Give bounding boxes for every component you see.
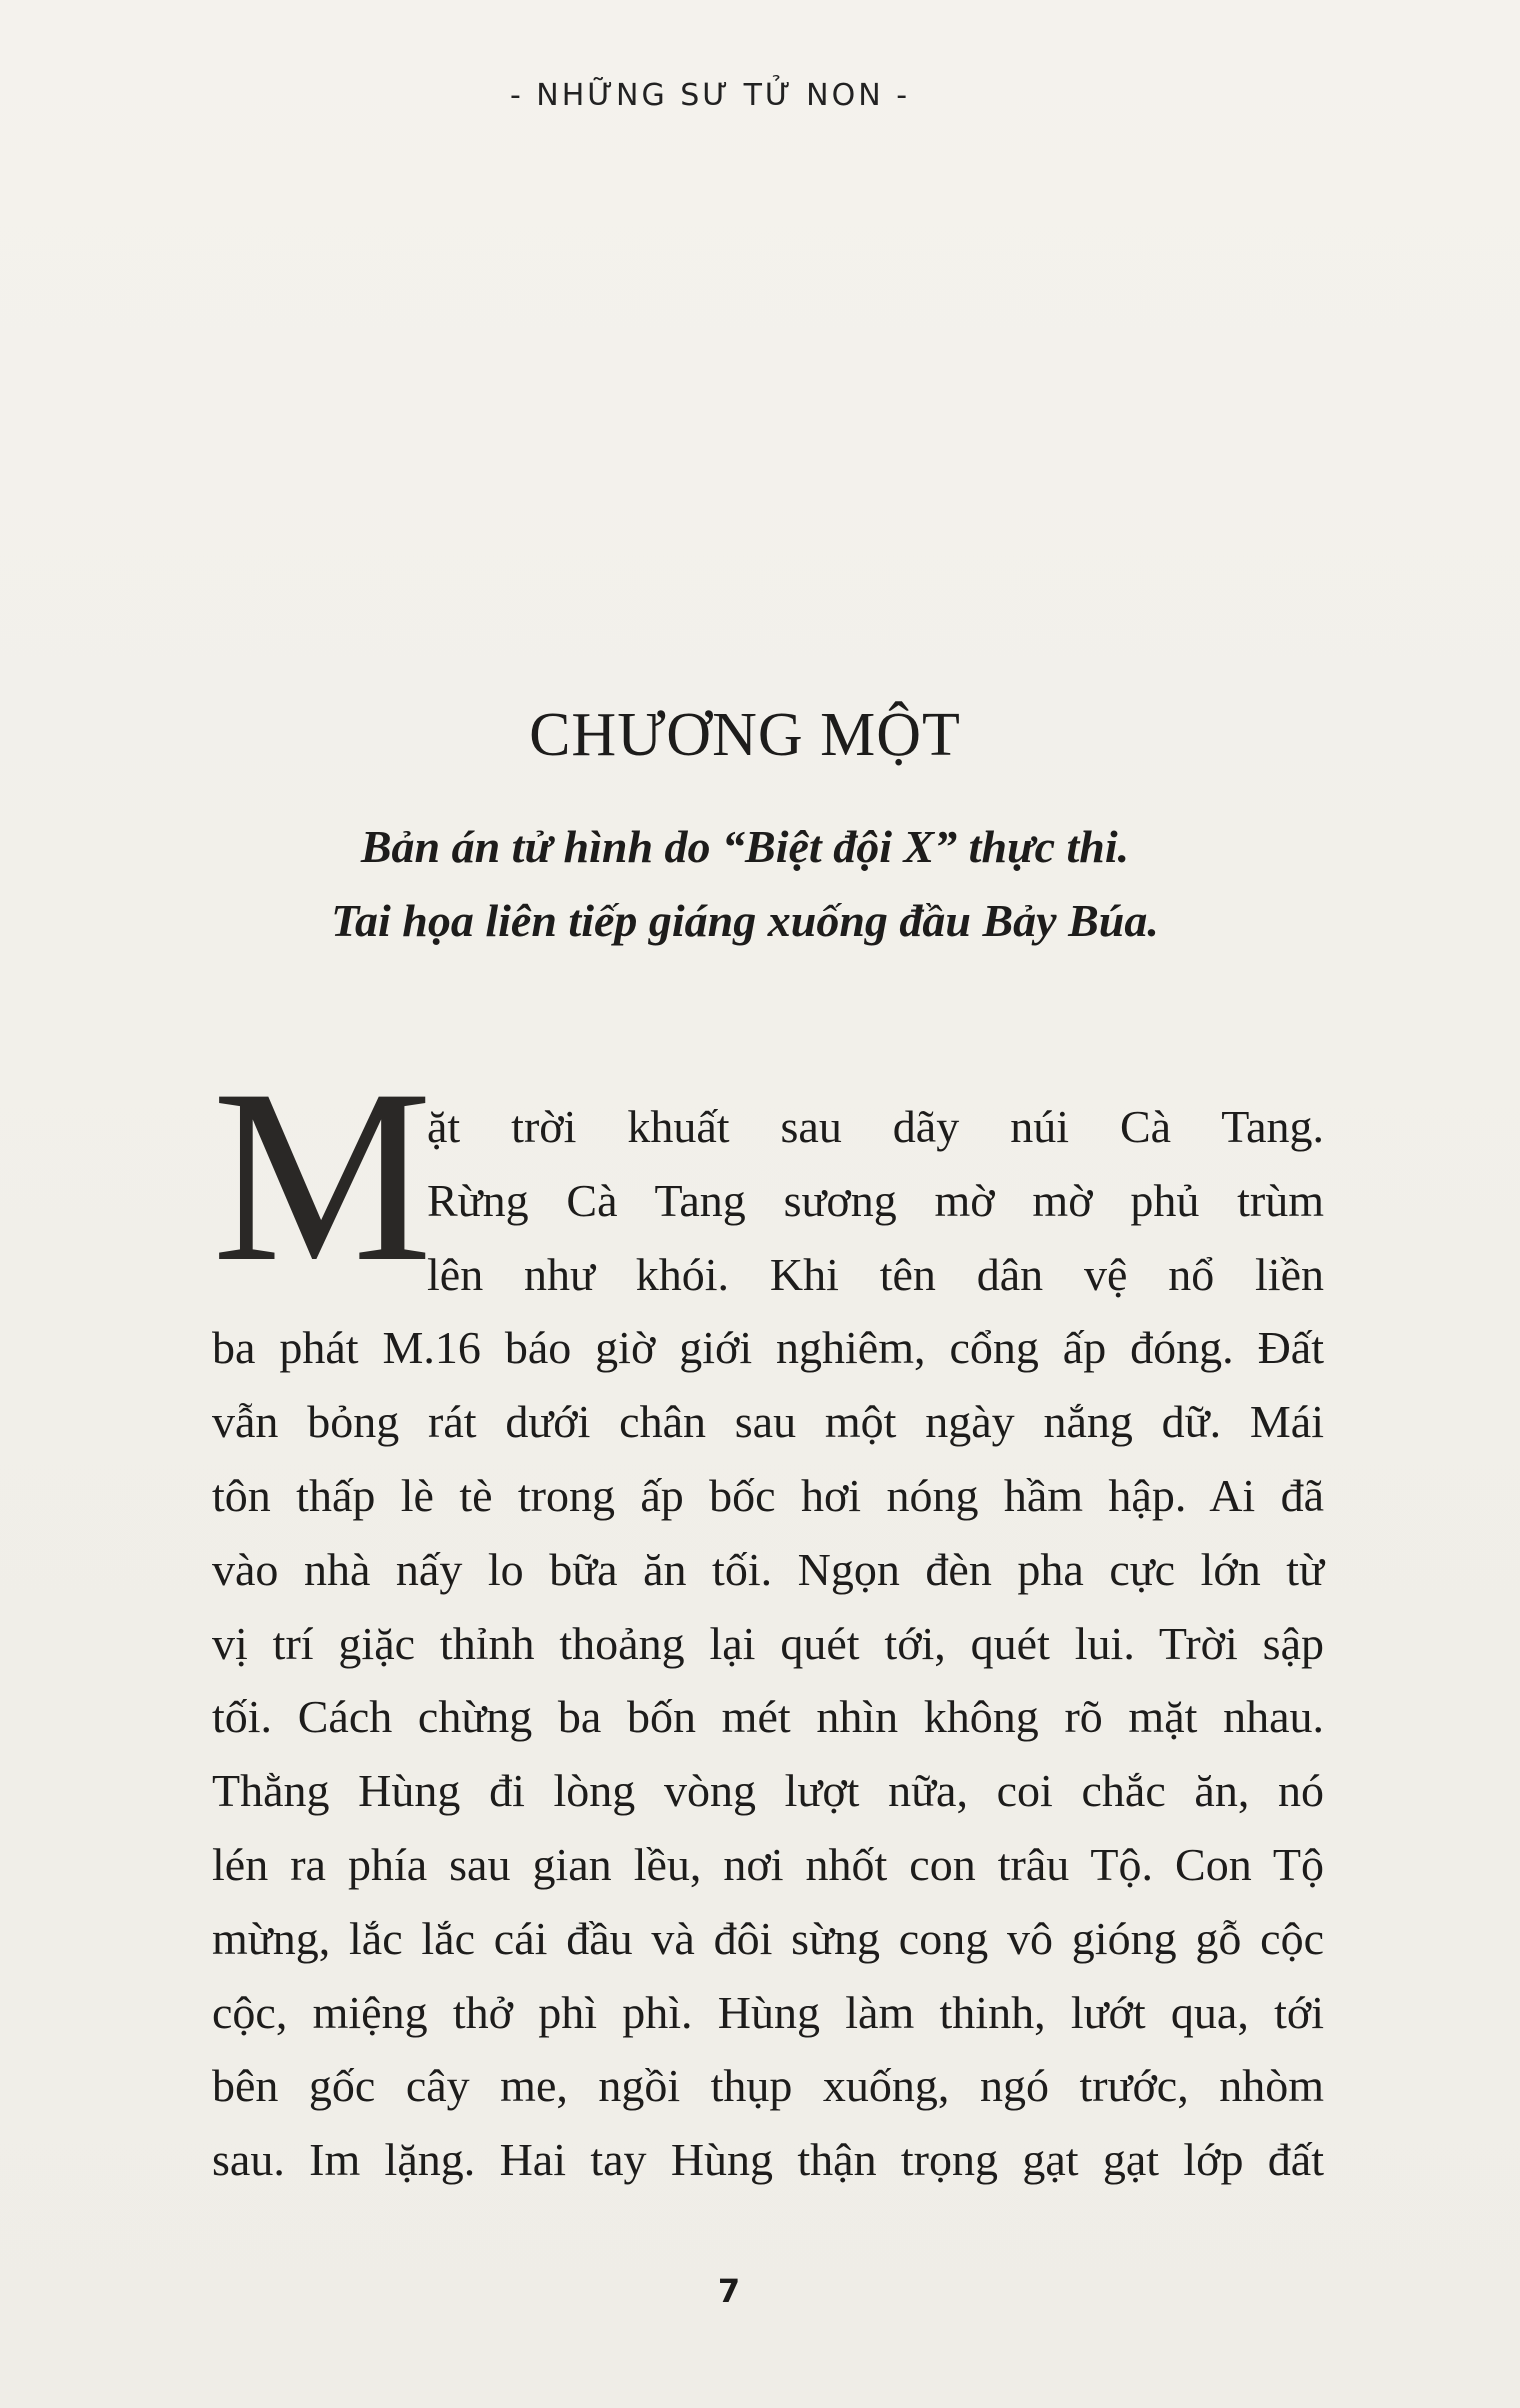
body-line: sau. Im lặng. Hai tay Hùng thận trọng gạt gạt lớp đất xyxy=(212,2134,1324,2186)
body-line: ặt trời khuất sau dãy núi Cà Tang. xyxy=(427,1101,1324,1152)
body-line: lên như khói. Khi tên dân vệ nổ liền xyxy=(427,1248,1324,1300)
body-line: lén ra phía sau gian lều, nơi nhốt con trâu Tộ. Con Tộ xyxy=(212,1838,1324,1890)
body-paragraph xyxy=(212,1090,1324,2197)
body-line: vị trí giặc thỉnh thoảng lại quét tới, quét lui. Trời sập xyxy=(212,1617,1324,1669)
chapter-subtitle-line-1: Bản án tử hình do “Biệt đội X” thực thi. xyxy=(360,821,1130,872)
body-line: vẫn bỏng rát dưới chân sau một ngày nắng dữ. Mái xyxy=(212,1396,1324,1448)
running-header: - NHỮNG SƯ TỬ NON - xyxy=(509,78,911,113)
body-line: ba phát M.16 báo giờ giới nghiêm, cổng ấp đóng. Đất xyxy=(212,1322,1324,1374)
body-line: tôn thấp lè tè trong ấp bốc hơi nóng hầm hập. Ai đã xyxy=(212,1469,1324,1521)
body-line: tối. Cách chừng ba bốn mét nhìn không rõ mặt nhau. xyxy=(212,1691,1324,1743)
body-line: mừng, lắc lắc cái đầu và đôi sừng cong vô gióng gỗ cộc xyxy=(212,1912,1324,1964)
page-number: 7 xyxy=(717,2272,741,2310)
body-line: Thằng Hùng đi lòng vòng lượt nữa, coi chắc ăn, nó xyxy=(212,1765,1324,1817)
chapter-subtitle-line-2: Tai họa liên tiếp giáng xuống đầu Bảy Búa. xyxy=(331,895,1159,946)
body-line: cộc, miệng thở phì phì. Hùng làm thinh, lướt qua, tới xyxy=(212,1986,1324,2038)
chapter-title: CHƯƠNG MỘT xyxy=(529,701,961,769)
body-line: Rừng Cà Tang sương mờ mờ phủ trùm xyxy=(427,1174,1324,1226)
body-line: bên gốc cây me, ngồi thụp xuống, ngó trước, nhòm xyxy=(212,2060,1324,2112)
body-line: vào nhà nấy lo bữa ăn tối. Ngọn đèn pha cực lớn từ xyxy=(212,1543,1324,1595)
drop-cap: M xyxy=(212,1038,433,1313)
